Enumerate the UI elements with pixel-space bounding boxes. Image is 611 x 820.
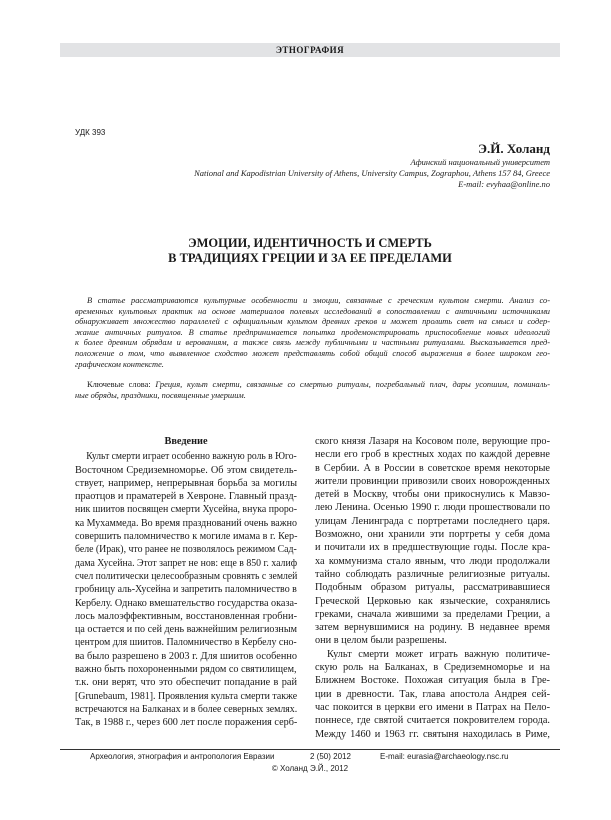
abstract xyxy=(75,296,550,370)
journal-name: Археология, этнография и антропология Евразии xyxy=(90,752,275,761)
title-line: ЭМОЦИИ, ИДЕНТИЧНОСТЬ И СМЕРТЬ xyxy=(188,236,432,250)
body-line: тайно соблюдать различные религиозные ритуалы. xyxy=(315,568,550,580)
journal-issue: 2 (50) 2012 xyxy=(310,752,351,761)
left-column xyxy=(75,435,297,730)
body-line: ского князя Лазаря на Косовом поле, верующие про- xyxy=(315,436,550,447)
body-line: в Сербии. А в России в советское время некоторые xyxy=(315,462,550,474)
body-line: Кербелу. Однако вмешательство государства оказа- xyxy=(75,597,298,609)
keywords xyxy=(75,380,550,401)
body-line: Восточном Средиземноморье. Об этом свидетель- xyxy=(75,464,297,476)
author-affiliation-en: National and Kapodistrian University of Athens, University Campus, Zographou, Athens 157 84, Greece xyxy=(194,168,550,178)
body-line: т.к. они верят, что это обеспечит попадание в рай xyxy=(75,677,297,689)
abstract-line: к более древним обрядам и верованиям, а также связь между публичными и частными ритуалами. Высказывается пред- xyxy=(75,338,550,348)
keywords-label: Ключевые слова: xyxy=(87,380,156,389)
body-line: ха коммунизма стало явным, что люди продолжали xyxy=(315,555,550,567)
body-line: Подобным образом ритуалы, рассматривавшиеся xyxy=(315,582,550,594)
body-line: счел политически целесообразным сровнять с землей xyxy=(75,570,298,582)
article-title xyxy=(60,236,560,266)
body-line: Между 1460 и 1963 гг. святыня находилась в Риме, xyxy=(315,728,550,740)
body-line: [Grunebaum, 1981]. Проявления культа смерти также xyxy=(75,690,298,702)
body-line: лось малоэффективным, восстановленная гробни- xyxy=(75,610,297,622)
body-line: ца остается и по сей день важнейшим религиозным xyxy=(75,624,297,636)
body-line: совершить паломничество к могиле имама в г. Кер- xyxy=(75,531,298,543)
body-line: Возможно, они хранили эти портреты у себя дома xyxy=(315,529,550,541)
right-column xyxy=(315,435,550,741)
author-block xyxy=(194,141,550,190)
abstract-line: графическом контексте. xyxy=(75,359,164,369)
body-line: поннесе, где святой считается покровителем города. xyxy=(315,715,550,727)
body-line: важно быть похороненными рядом со святилищем, xyxy=(75,664,297,676)
abstract-line: временных культовых практик на основе материалов полевых исследований в сопоставлении с античными источниками xyxy=(75,306,550,316)
author-affiliation-ru: Афинский национальный университет xyxy=(410,157,550,167)
abstract-line: обнаруживает множество параллелей с официальным культом древних греков и может пролить свет на смысл и содер- xyxy=(75,317,550,327)
body-line: ка Мухаммеда. Во время празднований очень важно xyxy=(75,517,297,529)
udk-code: УДК 393 xyxy=(75,128,106,137)
abstract-line: В статье рассматриваются культурные особенности и эмоции, связанные с греческим культом смерти. Анализ со- xyxy=(87,296,550,305)
body-line: час покоится в церкви его имени в Патрах на Пело- xyxy=(315,701,550,713)
body-line: центром для шиитов. Паломничество в Кербелу сно- xyxy=(75,637,297,649)
author-email[interactable]: E-mail: evyhaa@online.no xyxy=(458,179,550,189)
copyright: © Холанд Э.Й., 2012 xyxy=(271,764,349,773)
body-line: лею Ленина. Осенью 1990 г. люди прошествовали по xyxy=(315,502,550,514)
body-line: затем вернувшимися на родину. В недавнее время xyxy=(315,622,550,634)
body-line: скую роль на Балканах, в Средиземноморье и на xyxy=(315,662,550,674)
body-line: Ближнем Востоке. Похожая ситуация была в Гре- xyxy=(315,675,550,687)
body-line: встречаются на Балканах и в более северных землях. xyxy=(75,703,298,715)
body-line: Так, в 1988 г., через 600 лет после поражения серб- xyxy=(75,717,298,729)
body-line: ва было разрешено в 2003 г. Для шиитов особенно xyxy=(75,650,297,662)
body-line: ции в древности. Так, глава апостола Андрея сей- xyxy=(315,688,550,700)
body-line: Культ смерти играет особенно важную роль в Юго- xyxy=(86,451,297,463)
author-name: Э.Й. Холанд xyxy=(478,141,550,156)
section-heading-introduction: Введение xyxy=(164,436,208,447)
body-line: беле (Ирак), что ранее не позволялось режимом Сад- xyxy=(75,544,297,556)
body-line: они в целом были разрешены. xyxy=(315,635,447,647)
body-line: Культ смерти может играть важную политиче- xyxy=(327,648,550,660)
body-line: и почитали их в предшествующие годы. После кра- xyxy=(315,542,550,554)
body-line: праотцов и праматерей в Хевроне. Главный празд- xyxy=(75,491,297,503)
abstract-line: положение о том, что выявленное сходство может представлять собой общий способ выражения в более широком гео- xyxy=(75,348,550,358)
body-line: греками, сначала жившими за пределами Греции, а xyxy=(315,608,550,620)
abstract-line: жание античных ритуалов. В статье предпринимается попытка продемонстрировать приспособление новых идеологий xyxy=(75,327,550,337)
body-line: ник шиитов посвящен смерти Хусейна, внука проро- xyxy=(75,504,298,516)
body-line: улицам Ленинграда с портретами последнего царя. xyxy=(315,515,550,527)
body-line: ствует, например, непрерывная борьба за могилы xyxy=(75,477,297,489)
journal-email[interactable]: E-mail: eurasia@archaeology.nsc.ru xyxy=(380,752,509,761)
footer-info xyxy=(60,752,560,762)
body-line: Греческой Церковью как языческие, сохранялись xyxy=(315,595,550,607)
body-line: детей в Москву, чтобы они прикоснулись к Мавзо- xyxy=(315,489,550,501)
body-line: несли его гроб в крестных ходах по каждой деревне xyxy=(315,449,550,461)
body-line: жители провинции привозили своих новорожденных xyxy=(315,475,550,487)
section-header: ЭТНОГРАФИЯ xyxy=(60,43,560,57)
footer-divider xyxy=(60,749,560,750)
body-line: дама Хусейна. Этот запрет не нов: еще в 850 г. халиф xyxy=(75,557,298,569)
keywords-line: Греция, культ смерти, связанные со смертью ритуалы, погребальный плач, дары усопшим, поминаль- xyxy=(155,380,550,389)
keywords-line: ные обряды, праздники, посвященные умершим. xyxy=(75,390,246,400)
body-line: гробницу аль-Хусейна и запретить паломничество в xyxy=(75,584,297,596)
title-line: В ТРАДИЦИЯХ ГРЕЦИИ И ЗА ЕЕ ПРЕДЕЛАМИ xyxy=(168,251,452,265)
